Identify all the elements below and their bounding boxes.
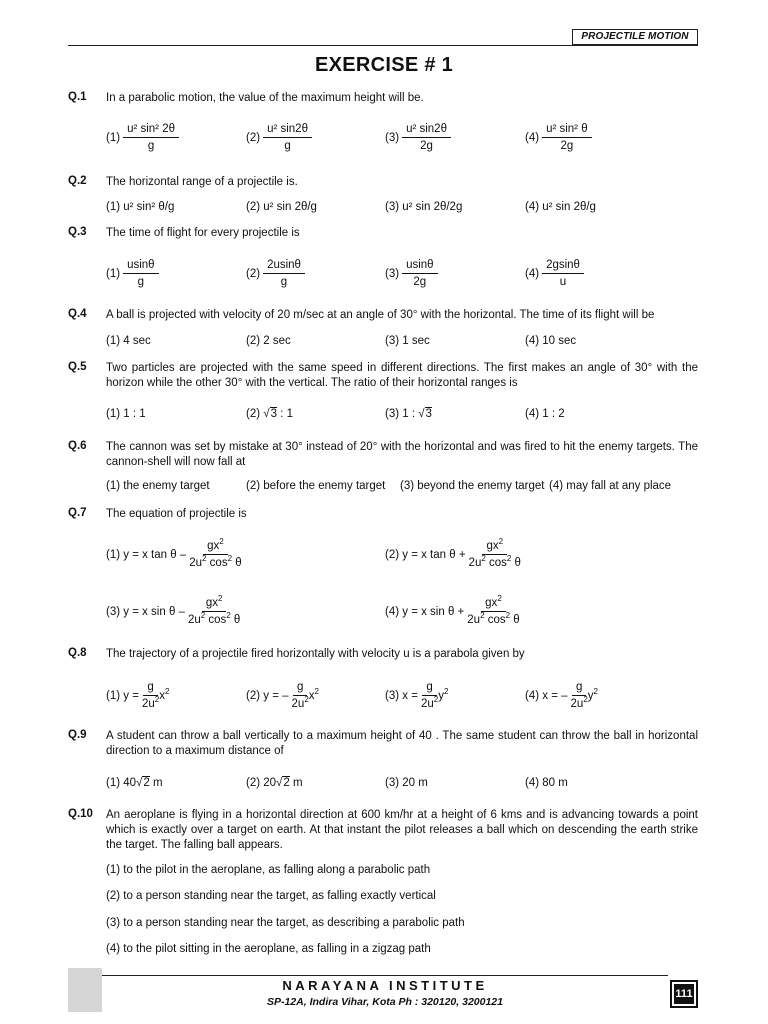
- footer-decor-block: [68, 968, 102, 1012]
- option-2: (2) to a person standing near the target, as falling exactly vertical: [106, 890, 436, 902]
- option-2: (2) y = – $\frac{g}{2u^2}$ $x^2$: [246, 681, 319, 710]
- footer-rule: [102, 975, 668, 976]
- option-4: (4) x = – $\frac{g}{2u^2}$ $y^2$: [525, 681, 598, 710]
- sqrt-sign: √: [136, 777, 143, 789]
- question-number: Q.7: [68, 507, 87, 519]
- option-4: (4) to the pilot sitting in the aeroplane, as falling in a zigzag path: [106, 943, 431, 955]
- option-1: (1) 40√2 m: [106, 777, 163, 789]
- option-4: (4) y = x sin θ + $\frac{gx^2}{2u^2 \cos^2 \theta}$: [385, 594, 520, 626]
- option-1: (1) the enemy target: [106, 480, 210, 492]
- option-4: (4) $\frac{\text{u² sin² θ}}{2g}$: [525, 123, 592, 153]
- question-number: Q.6: [68, 440, 87, 452]
- option-3: (3) y = x sin θ – $\frac{gx^2}{2u^2 \cos^2 \theta}$: [106, 594, 241, 626]
- question-number: Q.9: [68, 729, 87, 741]
- question-number: Q.3: [68, 226, 87, 238]
- option-2: (2) y = x tan θ + $\frac{gx^2}{2u^2 \cos^2 \theta}$: [385, 537, 521, 569]
- option-1: (1) 1 : 1: [106, 408, 146, 420]
- question-text: A ball is projected with velocity of 20 m/sec at an angle of 30° with the horizontal. The time of its flight will be: [106, 309, 655, 321]
- option-3: (3) to a person standing near the target, as describing a parabolic path: [106, 917, 465, 929]
- sqrt-sign: √: [263, 408, 270, 420]
- institute-name: NARAYANA INSTITUTE: [282, 978, 488, 993]
- header-rule: [68, 45, 698, 46]
- question-number: Q.1: [68, 91, 87, 103]
- option-3: (3) $\frac{\text{u² sin2θ}}{2g}$: [385, 123, 451, 153]
- sqrt-sign: √: [276, 777, 283, 789]
- option-2: (2) before the enemy target: [246, 480, 386, 492]
- option-4: (4) may fall at any place: [549, 480, 672, 492]
- question-number: Q.10: [68, 808, 93, 820]
- option-3: (3) beyond the enemy target: [400, 480, 545, 492]
- option-1: (1) to the pilot in the aeroplane, as falling along a parabolic path: [106, 864, 431, 876]
- option-2: (2) u² sin 2θ/g: [246, 201, 317, 213]
- question-text: A student can throw a ball vertically to a maximum height of 40 . The same student can throw the ball in horizontal direction to a maximum distance of: [106, 730, 698, 757]
- option-4: (4) u² sin 2θ/g: [525, 201, 596, 213]
- option-1: (1) u² sin² θ/g: [106, 201, 175, 213]
- option-2: (2) 20√2 m: [246, 777, 303, 789]
- question-number: Q.5: [68, 361, 87, 373]
- option-1: (1) y = $\frac{g}{2u^2}$ $x^2$: [106, 681, 170, 710]
- institute-address: SP-12A, Indira Vihar, Kota Ph : 320120, 3200121: [267, 996, 503, 1008]
- question-number: Q.8: [68, 647, 87, 659]
- question-text: The trajectory of a projectile fired horizontally with velocity u is a parabola given by: [106, 648, 525, 660]
- option-3: (3) 1 sec: [385, 335, 430, 347]
- question-text: An aeroplane is flying in a horizontal direction at 600 km/hr at a height of 6 kms and is advancing towards a point which is exactly over a target on earth. At that instant the pilot releases a ball which on descending the earth strike the target. The falling ball appears.: [106, 809, 698, 851]
- option-2: (2) √3 : 1: [246, 408, 293, 420]
- option-2: (2) 2 sec: [246, 335, 291, 347]
- option-1: (1) $\frac{usin\theta}{g}$: [106, 259, 159, 289]
- option-4: (4) 10 sec: [525, 335, 577, 347]
- question-text: Two particles are projected with the same speed in different directions. The first makes an angle of 30° with the horizon while the other 30° with the vertical. The ratio of their horizontal ranges is: [106, 362, 698, 389]
- question-text: The cannon was set by mistake at 30° instead of 20° with the horizontal and was fired to hit the enemy targets. The cannon-shell will now fall at: [106, 441, 698, 468]
- sqrt-sign: √: [418, 408, 425, 420]
- question-text: The time of flight for every projectile is: [106, 227, 300, 239]
- question-number: Q.4: [68, 308, 87, 320]
- option-1: (1) y = x tan θ – $\frac{gx^2}{2u^2 \cos^2 \theta}$: [106, 537, 242, 569]
- option-3: (3) u² sin 2θ/2g: [385, 201, 463, 213]
- question-number: Q.2: [68, 175, 87, 187]
- question-text: The equation of projectile is: [106, 508, 247, 520]
- option-2: (2) $\frac{\text{u² sin2θ}}{g}$: [246, 123, 312, 153]
- option-4: (4) $\frac{2gsin\theta}{u}$: [525, 259, 584, 289]
- option-3: (3) 20 m: [385, 777, 428, 789]
- option-1: (1) $\frac{\text{u² sin² 2θ}}{g}$: [106, 123, 179, 153]
- option-2: (2) $\frac{2usin\theta}{g}$: [246, 259, 305, 289]
- question-text: The horizontal range of a projectile is.: [106, 176, 298, 188]
- option-1: (1) 4 sec: [106, 335, 151, 347]
- option-4: (4) 80 m: [525, 777, 568, 789]
- question-text: In a parabolic motion, the value of the maximum height will be.: [106, 92, 424, 104]
- option-4: (4) 1 : 2: [525, 408, 565, 420]
- page-number-box: [670, 980, 698, 1008]
- option-3: (3) 1 : √3: [385, 408, 432, 420]
- page-number: 111: [674, 984, 694, 1004]
- chapter-tag: PROJECTILE MOTION: [572, 29, 698, 45]
- page-title: EXERCISE # 1: [314, 54, 454, 76]
- option-3: (3) x = $\frac{g}{2u^2}$ $y^2$: [385, 681, 449, 710]
- option-3: (3) $\frac{usin\theta}{2g}$: [385, 259, 438, 289]
